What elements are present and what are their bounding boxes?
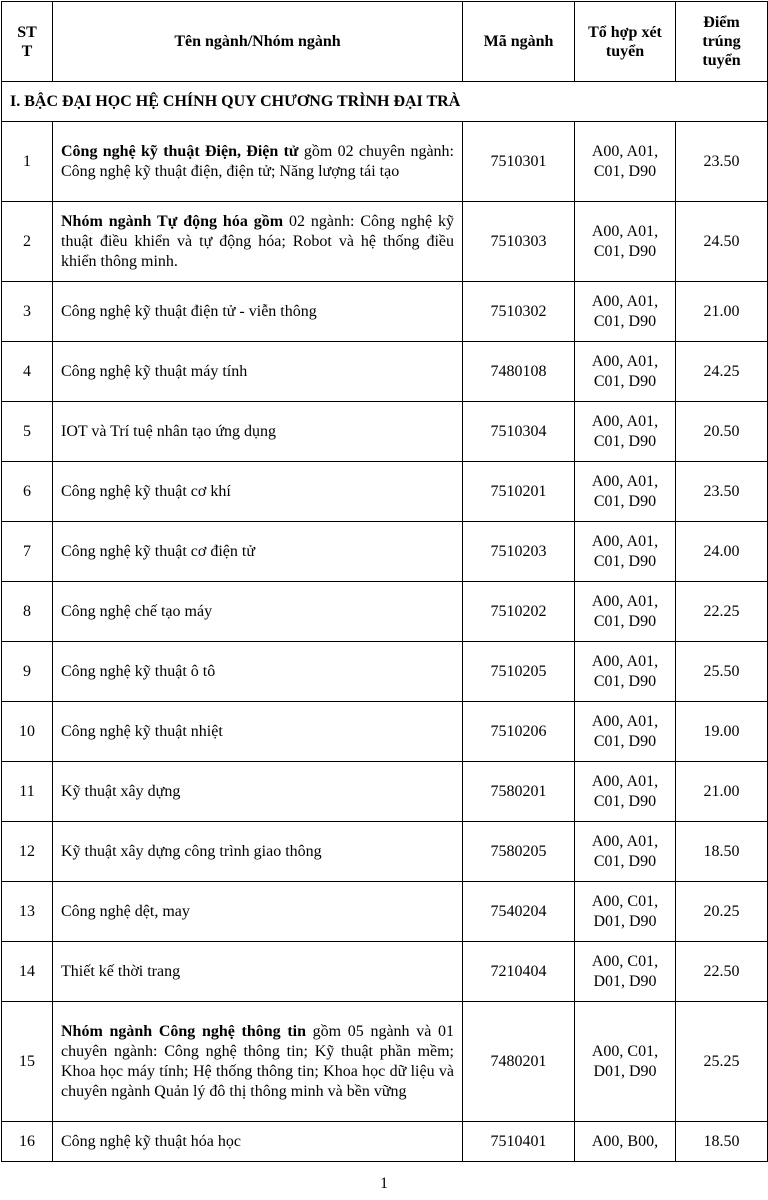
row-subject-combo xyxy=(575,342,676,402)
row-program-code: 7580205 xyxy=(463,822,575,882)
subject-combo-line: A00, A01, xyxy=(591,352,659,370)
program-name-text: Công nghệ kỹ thuật cơ điện tử xyxy=(61,542,255,560)
row-program-name xyxy=(53,462,463,522)
program-name-text: Kỹ thuật xây dựng công trình giao thông xyxy=(61,842,322,860)
row-admission-score: 23.50 xyxy=(676,462,768,522)
row-subject-combo xyxy=(575,822,676,882)
row-subject-combo xyxy=(575,282,676,342)
subject-combo-line: C01, D90 xyxy=(593,852,657,870)
row-admission-score: 20.25 xyxy=(676,882,768,942)
subject-combo-line: A00, A01, xyxy=(591,472,659,490)
row-subject-combo xyxy=(575,882,676,942)
row-program-code: 7510301 xyxy=(463,122,575,202)
subject-combo-line: D01, D90 xyxy=(593,972,657,990)
subject-combo-line: A00, A01, xyxy=(591,292,659,310)
row-subject-combo xyxy=(575,522,676,582)
subject-combo-line: C01, D90 xyxy=(593,372,657,390)
program-name-text: gồm 05 ngành và 01 chuyên ngành: Công nghệ thông tin; Kỹ thuật phần mềm; Khoa học máy tính; Hệ thống thông tin; Khoa học dữ liệu và chuyên ngành Quản lý đô thị thông minh và bền vững xyxy=(61,1022,454,1100)
row-program-name xyxy=(53,522,463,582)
subject-combo-line: A00, A01, xyxy=(591,592,659,610)
table-row xyxy=(2,642,768,702)
header-code: Mã ngành xyxy=(463,2,575,82)
row-subject-combo xyxy=(575,642,676,702)
row-stt: 1 xyxy=(2,122,53,202)
row-program-code: 7510201 xyxy=(463,462,575,522)
table-row xyxy=(2,882,768,942)
row-subject-combo xyxy=(575,122,676,202)
subject-combo-line: C01, D90 xyxy=(593,242,657,260)
row-program-name xyxy=(53,762,463,822)
row-admission-score: 20.50 xyxy=(676,402,768,462)
row-program-name xyxy=(53,822,463,882)
row-admission-score: 21.00 xyxy=(676,282,768,342)
table-row xyxy=(2,762,768,822)
subject-combo-line: C01, D90 xyxy=(593,612,657,630)
subject-combo-line: A00, C01, xyxy=(591,892,659,910)
row-subject-combo xyxy=(575,402,676,462)
row-program-code: 7510205 xyxy=(463,642,575,702)
program-name-text: Công nghệ kỹ thuật nhiệt xyxy=(61,722,223,740)
subject-combo-line: A00, A01, xyxy=(591,222,659,240)
row-program-name xyxy=(53,1002,463,1122)
row-stt: 4 xyxy=(2,342,53,402)
row-admission-score: 24.50 xyxy=(676,202,768,282)
row-program-name xyxy=(53,282,463,342)
subject-combo-line: A00, C01, xyxy=(591,1042,659,1060)
subject-combo-line: A00, A01, xyxy=(591,532,659,550)
table-row xyxy=(2,202,768,282)
row-program-name xyxy=(53,642,463,702)
row-subject-combo xyxy=(575,762,676,822)
row-stt: 10 xyxy=(2,702,53,762)
row-program-name xyxy=(53,582,463,642)
row-stt: 11 xyxy=(2,762,53,822)
row-admission-score: 21.00 xyxy=(676,762,768,822)
row-stt: 7 xyxy=(2,522,53,582)
program-name-text: Công nghệ dệt, may xyxy=(61,902,190,920)
admission-scores-table xyxy=(1,1,768,1162)
subject-combo-line: C01, D90 xyxy=(593,162,657,180)
row-admission-score: 24.25 xyxy=(676,342,768,402)
row-program-code: 7510203 xyxy=(463,522,575,582)
row-program-code: 7510206 xyxy=(463,702,575,762)
row-subject-combo xyxy=(575,702,676,762)
subject-combo-line: C01, D90 xyxy=(593,312,657,330)
row-admission-score: 19.00 xyxy=(676,702,768,762)
row-stt: 3 xyxy=(2,282,53,342)
row-admission-score: 25.50 xyxy=(676,642,768,702)
subject-combo-line: A00, A01, xyxy=(591,832,659,850)
header-stt: ST T xyxy=(2,2,53,82)
row-stt: 9 xyxy=(2,642,53,702)
program-name-text: Công nghệ kỹ thuật máy tính xyxy=(61,362,248,380)
row-subject-combo xyxy=(575,1002,676,1122)
header-score: Điểm trúng tuyển xyxy=(676,2,768,82)
table-row xyxy=(2,822,768,882)
subject-combo-line: A00, A01, xyxy=(591,772,659,790)
row-stt: 8 xyxy=(2,582,53,642)
subject-combo-line: C01, D90 xyxy=(593,792,657,810)
row-program-name xyxy=(53,702,463,762)
table-row xyxy=(2,1002,768,1122)
table-row xyxy=(2,282,768,342)
subject-combo-line: C01, D90 xyxy=(593,432,657,450)
subject-combo-line: D01, D90 xyxy=(593,912,657,930)
row-stt: 16 xyxy=(2,1122,53,1162)
program-name-text: Công nghệ chế tạo máy xyxy=(61,602,213,620)
row-program-name xyxy=(53,942,463,1002)
header-combo: Tổ hợp xét tuyển xyxy=(575,2,676,82)
program-name-bold: Công nghệ kỹ thuật Điện, Điện tử xyxy=(61,142,299,160)
program-name-text: Thiết kế thời trang xyxy=(61,962,181,980)
table-row xyxy=(2,1122,768,1162)
row-program-code: 7510304 xyxy=(463,402,575,462)
row-stt: 13 xyxy=(2,882,53,942)
program-name-text: Công nghệ kỹ thuật ô tô xyxy=(61,662,216,680)
row-stt: 5 xyxy=(2,402,53,462)
table-row xyxy=(2,582,768,642)
header-name: Tên ngành/Nhóm ngành xyxy=(53,2,463,82)
subject-combo-line: A00, C01, xyxy=(591,952,659,970)
subject-combo-line: A00, A01, xyxy=(591,412,659,430)
program-name-text: Công nghệ kỹ thuật hóa học xyxy=(61,1132,241,1150)
section-title: I. BẬC ĐẠI HỌC HỆ CHÍNH QUY CHƯƠNG TRÌNH ĐẠI TRÀ xyxy=(2,82,768,122)
row-admission-score: 23.50 xyxy=(676,122,768,202)
row-stt: 12 xyxy=(2,822,53,882)
row-program-code: 7510401 xyxy=(463,1122,575,1162)
subject-combo-line: A00, B00, xyxy=(591,1132,659,1150)
row-program-name xyxy=(53,122,463,202)
row-subject-combo xyxy=(575,1122,676,1162)
program-name-text: gồm 02 chuyên ngành: Công nghệ kỹ thuật điện, điện tử; Năng lượng tái tạo xyxy=(61,142,454,180)
row-subject-combo xyxy=(575,462,676,522)
subject-combo-line: D01, D90 xyxy=(593,1062,657,1080)
row-program-code: 7540204 xyxy=(463,882,575,942)
row-program-name xyxy=(53,202,463,282)
row-stt: 2 xyxy=(2,202,53,282)
row-program-code: 7480201 xyxy=(463,1002,575,1122)
row-program-name xyxy=(53,402,463,462)
program-name-text: Kỹ thuật xây dựng xyxy=(61,782,181,800)
row-program-code: 7510202 xyxy=(463,582,575,642)
table-row xyxy=(2,342,768,402)
subject-combo-line: A00, A01, xyxy=(591,712,659,730)
subject-combo-line: C01, D90 xyxy=(593,552,657,570)
row-admission-score: 18.50 xyxy=(676,1122,768,1162)
program-name-text: 02 ngành: Công nghệ kỹ thuật điều khiển và tự động hóa; Robot và hệ thống điều khiển thông minh. xyxy=(61,212,454,270)
program-name-text: Công nghệ kỹ thuật cơ khí xyxy=(61,482,231,500)
program-name-text: Công nghệ kỹ thuật điện tử - viễn thông xyxy=(61,302,317,320)
subject-combo-line: C01, D90 xyxy=(593,492,657,510)
section-row xyxy=(2,82,768,122)
row-program-name xyxy=(53,342,463,402)
row-subject-combo xyxy=(575,942,676,1002)
table-header-row xyxy=(2,2,768,82)
row-program-code: 7580201 xyxy=(463,762,575,822)
row-admission-score: 18.50 xyxy=(676,822,768,882)
table-row xyxy=(2,402,768,462)
program-name-bold: Nhóm ngành Tự động hóa gồm xyxy=(61,212,284,230)
row-program-code: 7210404 xyxy=(463,942,575,1002)
row-subject-combo xyxy=(575,202,676,282)
subject-combo-line: C01, D90 xyxy=(593,732,657,750)
row-program-code: 7510302 xyxy=(463,282,575,342)
row-admission-score: 24.00 xyxy=(676,522,768,582)
program-name-text: IOT và Trí tuệ nhân tạo ứng dụng xyxy=(61,422,277,440)
subject-combo-line: C01, D90 xyxy=(593,672,657,690)
page-number: 1 xyxy=(380,1175,388,1192)
row-stt: 14 xyxy=(2,942,53,1002)
subject-combo-line: A00, A01, xyxy=(591,142,659,160)
table-row xyxy=(2,942,768,1002)
table-row xyxy=(2,702,768,762)
subject-combo-line: A00, A01, xyxy=(591,652,659,670)
row-stt: 15 xyxy=(2,1002,53,1122)
row-subject-combo xyxy=(575,582,676,642)
row-program-code: 7510303 xyxy=(463,202,575,282)
program-name-bold: Nhóm ngành Công nghệ thông tin xyxy=(61,1022,306,1040)
row-program-code: 7480108 xyxy=(463,342,575,402)
row-program-name xyxy=(53,882,463,942)
row-admission-score: 22.25 xyxy=(676,582,768,642)
table-row xyxy=(2,122,768,202)
row-program-name xyxy=(53,1122,463,1162)
row-stt: 6 xyxy=(2,462,53,522)
table-row xyxy=(2,462,768,522)
row-admission-score: 22.50 xyxy=(676,942,768,1002)
row-admission-score: 25.25 xyxy=(676,1002,768,1122)
table-row xyxy=(2,522,768,582)
